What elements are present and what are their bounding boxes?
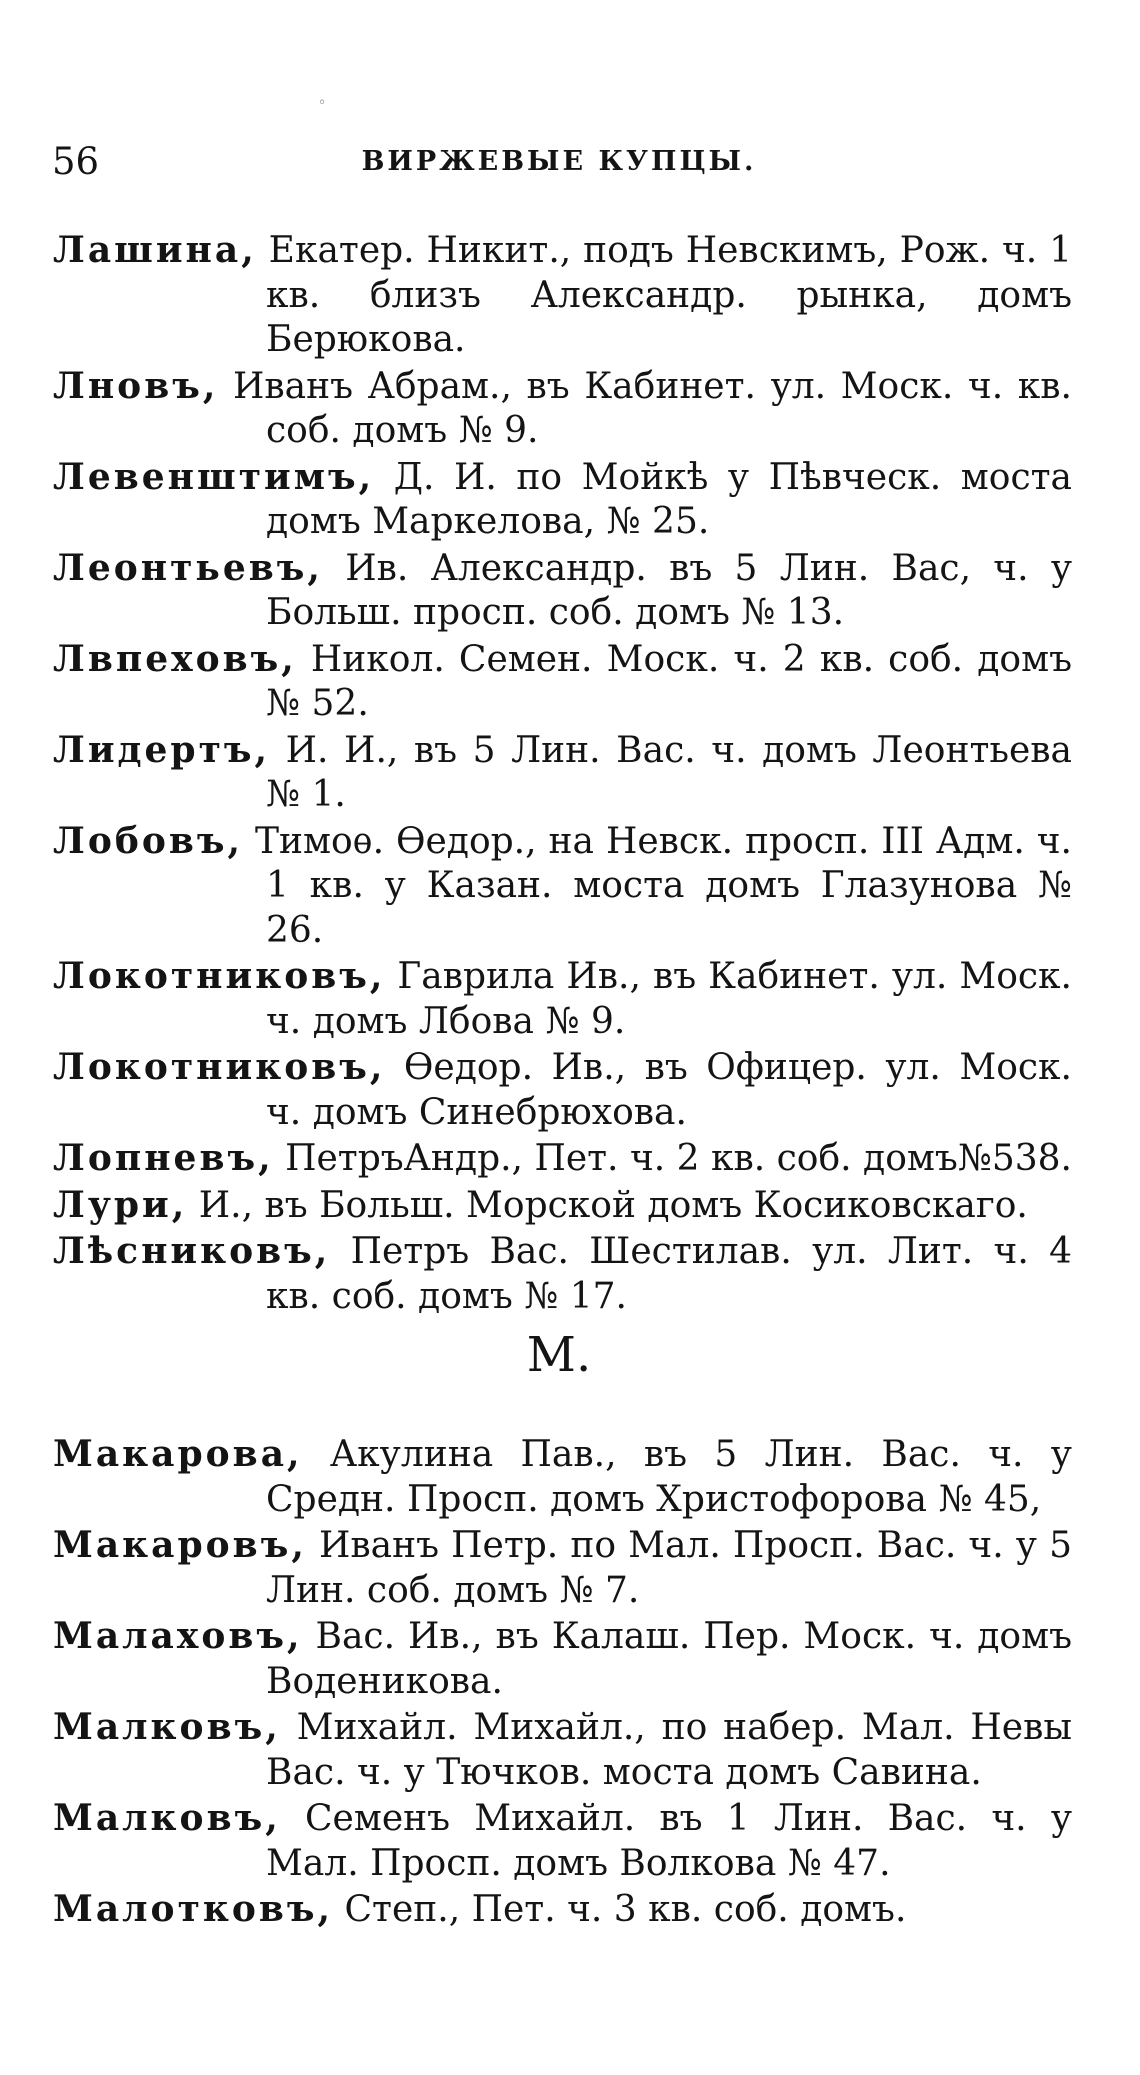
directory-entry <box>46 1614 1072 1704</box>
directory-entry <box>46 1523 1072 1613</box>
directory-entry <box>46 954 1072 1044</box>
entry-surname: Лновъ, <box>53 364 219 407</box>
entry-details: И. И., въ 5 Лин. Вас. ч. домъ Леонтьева № 1. <box>266 729 1072 815</box>
entry-details: Екатер. Никит., подъ Невскимъ, Рож. ч. 1 кв. близъ Александр. рынка, домъ Берюкова. <box>266 230 1072 360</box>
entry-details: Тимоѳ. Ѳедор., на Невск. просп. III Адм. ч. 1 кв. у Казан. моста домъ Глазунова № 26. <box>255 820 1072 951</box>
entries-list-m <box>46 1432 1072 1934</box>
directory-entry <box>46 728 1072 818</box>
entry-details: Акулина Пав., въ 5 Лин. Вас. ч. у Средн. Просп. домъ Христофорова № 45, <box>266 1434 1072 1520</box>
entry-details: Иванъ Абрам., въ Кабинет. ул. Моск. ч. кв. соб. домъ № 9. <box>232 365 1072 451</box>
entry-surname: Малаховъ, <box>53 1615 303 1657</box>
entry-surname: Лѣсниковъ, <box>53 1230 331 1272</box>
running-title: ВИРЖЕВЫЕ КУПЦЫ. <box>361 146 757 177</box>
entry-surname: Макарова, <box>53 1433 303 1475</box>
entry-surname: Малотковъ, <box>53 1888 334 1930</box>
entry-details: И., въ Больш. Морской домъ Косиковскаго. <box>198 1184 1028 1226</box>
directory-entry <box>46 1705 1072 1795</box>
directory-entry <box>46 228 1072 363</box>
entry-surname: Лобовъ, <box>53 819 244 862</box>
directory-entry <box>46 637 1072 727</box>
directory-entry <box>46 364 1072 454</box>
entry-details: Степ., Пет. ч. 3 кв. соб. домъ. <box>344 1889 907 1930</box>
entry-surname: Малковъ, <box>53 1797 281 1839</box>
page-header <box>46 140 1072 184</box>
entry-details: Д. И. по Мойкѣ у Пѣвческ. моста домъ Маркелова, № 25. <box>266 456 1072 542</box>
directory-entry <box>46 1136 1072 1182</box>
entry-details: Петръ Вас. Шестилав. ул. Лит. ч. 4 кв. соб. домъ № 17. <box>266 1231 1072 1317</box>
directory-entry <box>46 1183 1072 1229</box>
entry-details: Ѳедор. Ив., въ Офицер. ул. Моск. ч. домъ Синебрюхова. <box>266 1047 1072 1133</box>
entry-surname: Малковъ, <box>53 1706 281 1748</box>
entry-details: Иванъ Петр. по Мал. Просп. Вас. ч. у 5 Лин. соб. домъ № 7. <box>266 1525 1073 1611</box>
directory-entry <box>46 819 1072 954</box>
page-number: 56 <box>52 140 100 183</box>
section-letter-heading: М. <box>526 1327 592 1383</box>
entry-surname: Лвпеховъ, <box>53 637 297 680</box>
entry-details: ПетръАндр., Пет. ч. 2 кв. соб. домъ№538. <box>285 1138 1072 1179</box>
entry-surname: Лури, <box>53 1183 188 1226</box>
directory-entry <box>46 1796 1072 1886</box>
stray-ink-mark: ◦ <box>318 95 327 111</box>
directory-entry <box>46 1432 1072 1522</box>
entry-surname: Лашина, <box>53 229 257 271</box>
entry-surname: Локотниковъ, <box>53 1046 386 1088</box>
entry-details: Никол. Семен. Моск. ч. 2 кв. соб. домъ № 52. <box>266 638 1072 724</box>
entry-details: Семенъ Михайл. въ 1 Лин. Вас. ч. у Мал. Просп. домъ Волкова № 47. <box>266 1798 1072 1884</box>
entry-surname: Макаровъ, <box>53 1524 307 1566</box>
entry-surname: Лидертъ, <box>53 728 271 771</box>
directory-entry <box>46 1229 1072 1319</box>
entry-surname: Лопневъ, <box>53 1137 274 1179</box>
entry-details: Михайл. Михайл., по набер. Мал. Невы Вас. ч. у Тючков. моста домъ Савина. <box>266 1707 1072 1793</box>
entry-details: Вас. Ив., въ Калаш. Пер. Моск. ч. домъ Воденикова. <box>266 1616 1072 1702</box>
directory-entry <box>46 455 1072 545</box>
entry-details: Гаврила Ив., въ Кабинет. ул. Моск. ч. домъ Лбова № 9. <box>266 956 1072 1042</box>
directory-entry <box>46 546 1072 636</box>
entries-list-l <box>46 228 1072 1320</box>
entry-details: Ив. Александр. въ 5 Лин. Вас, ч. у Больш. просп. соб. домъ № 13. <box>266 547 1072 633</box>
directory-entry <box>46 1045 1072 1135</box>
entry-surname: Левенштимъ, <box>53 455 375 498</box>
entry-surname: Леонтьевъ, <box>53 546 323 589</box>
directory-entry <box>46 1887 1072 1933</box>
entry-surname: Локотниковъ, <box>53 955 386 997</box>
